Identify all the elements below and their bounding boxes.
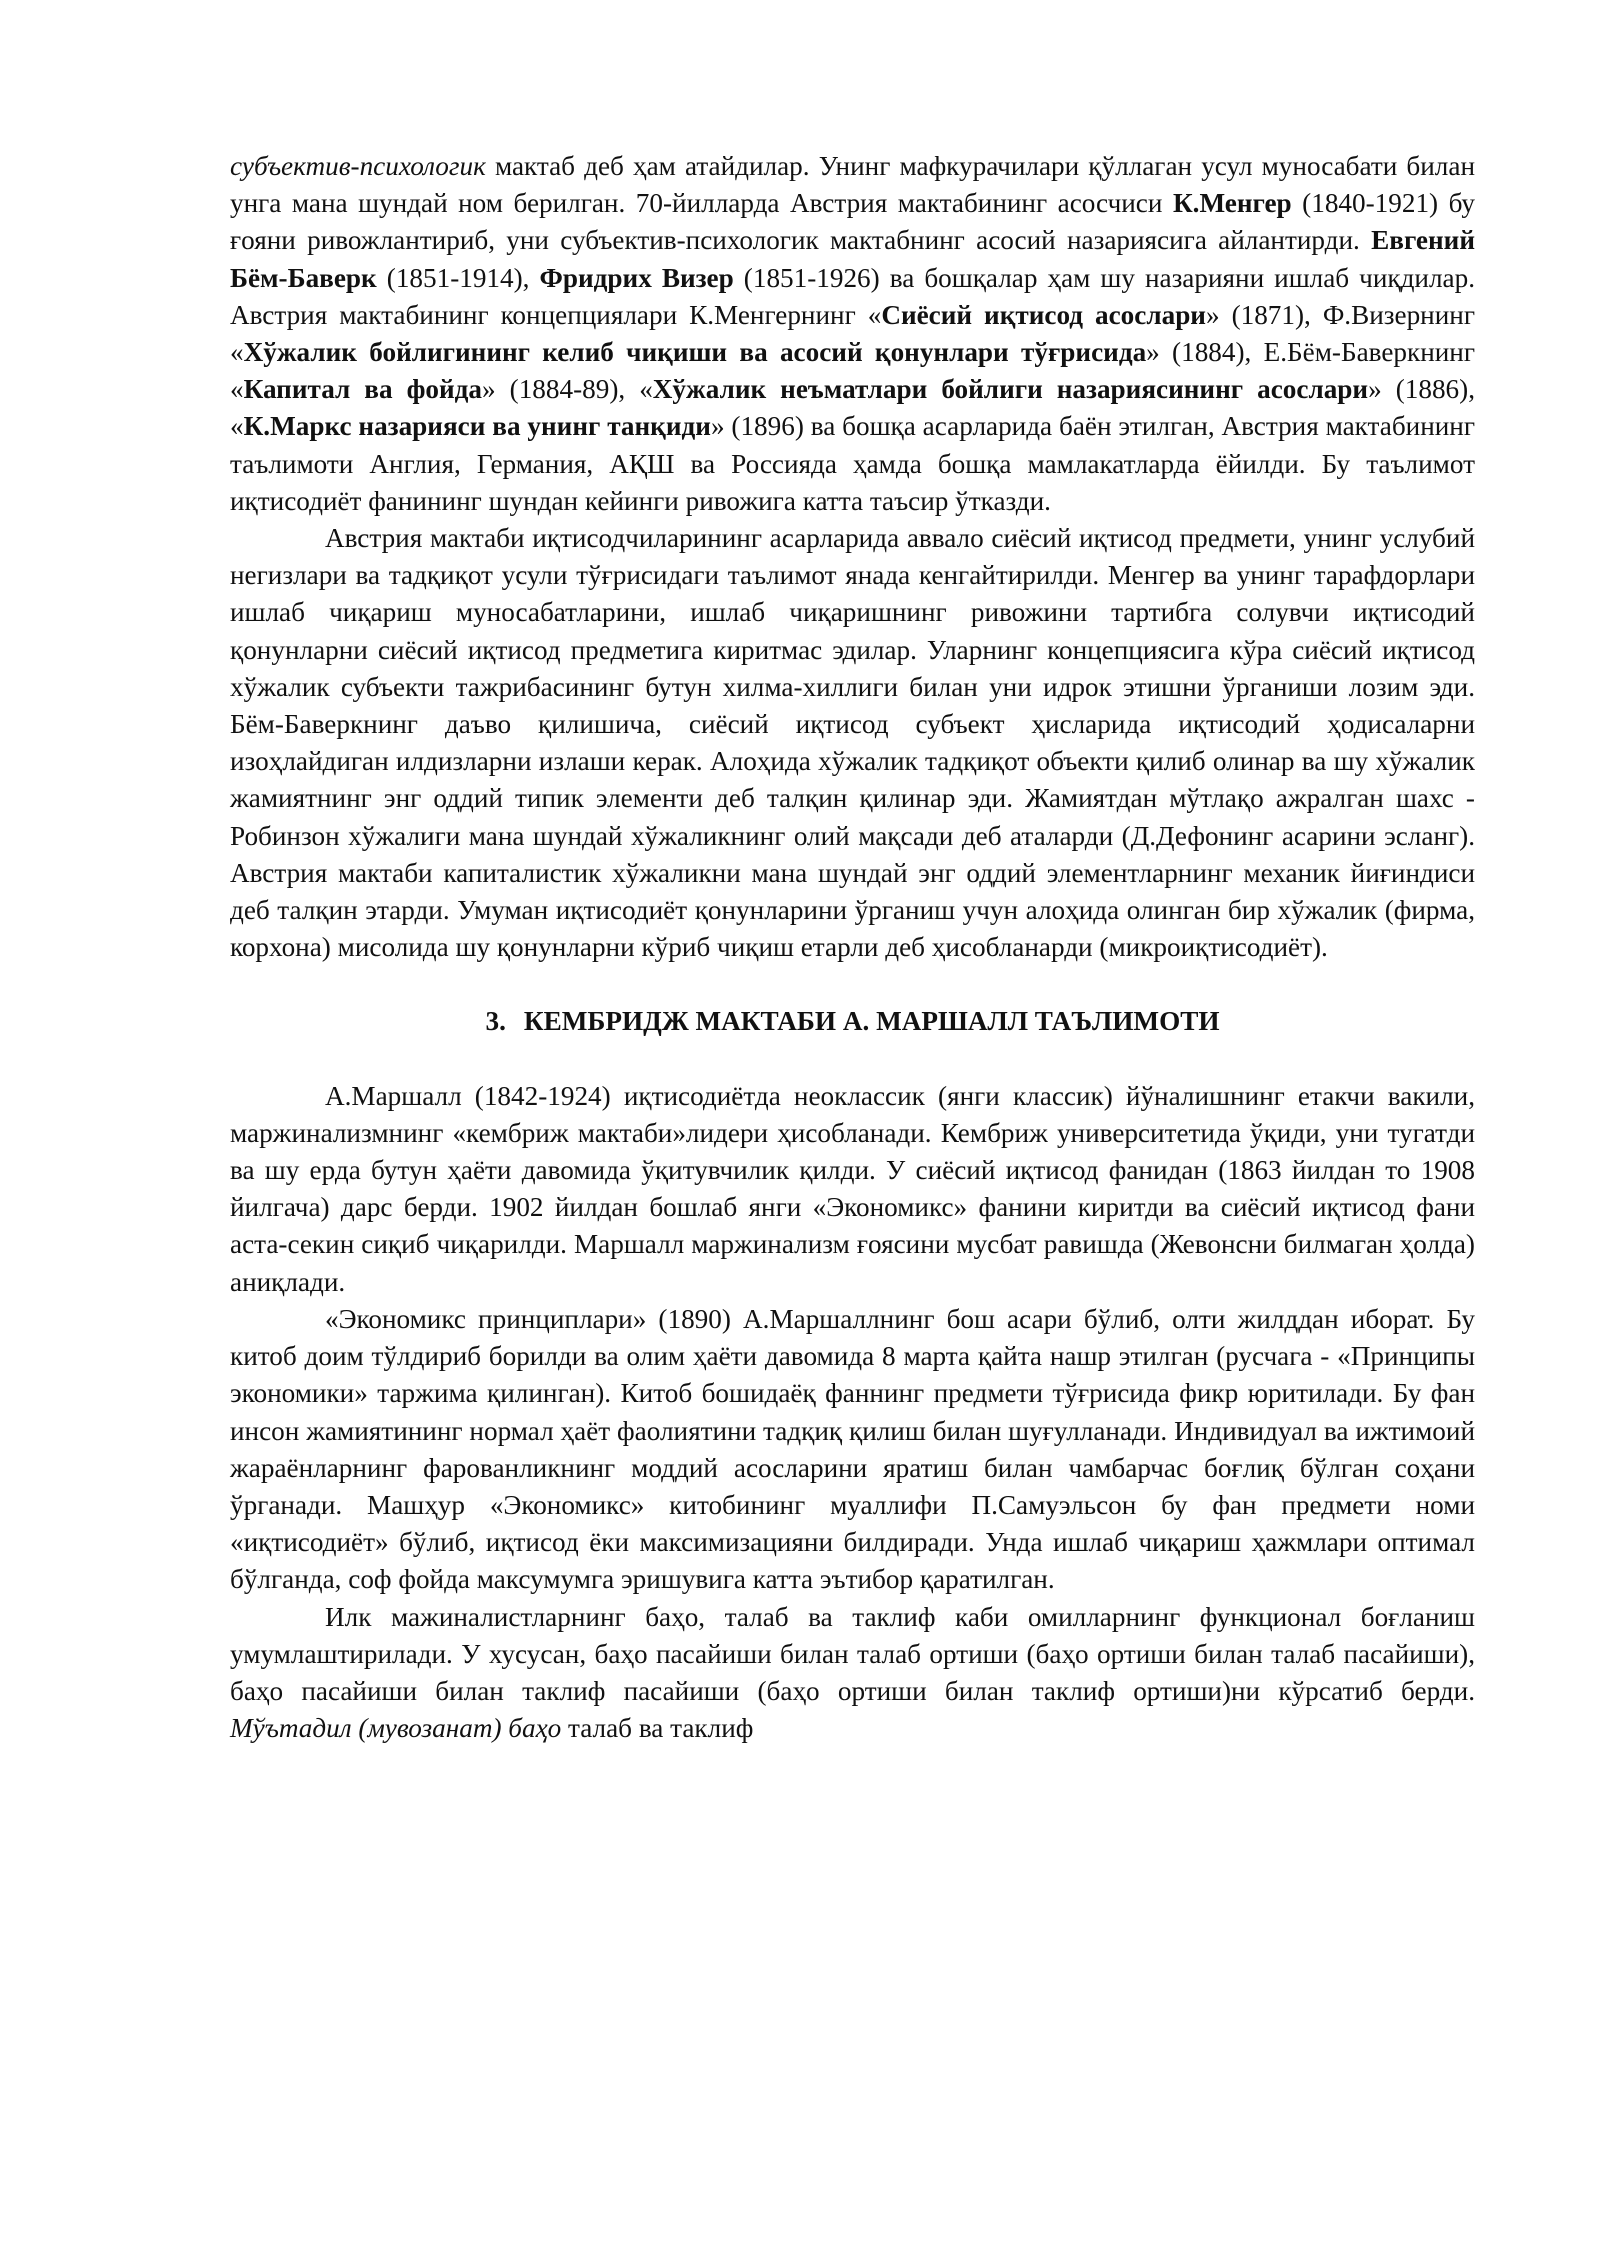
bold-book-title: Хўжалик бойлигининг келиб чиқиши ва асосий қонунлари тўғрисида xyxy=(243,337,1147,368)
text-run: Илк мажиналистларнинг баҳо, талаб ва таклиф каби омилларнинг функционал боғланиш умумлаштирилади. У хусусан, баҳо пасайиши билан талаб ортиши (баҳо ортиши билан талаб пасайиши), баҳо пасайиши билан таклиф пасайиши (баҳо ортиши билан таклиф ортиши)ни кўрсатиб берди. xyxy=(230,1601,1475,1706)
text-run: » (1896) ва бошқа асарларида баён этилган, Австрия мактабининг таълимоти Англия, Германия, АҚШ ва Россияда ҳамда бошқа мамлакатларда ёйилди. Бу таълимот иқтисодиёт фанининг шундан кейинги ривожига катта таъсир ўтказди. xyxy=(230,411,1475,516)
italic-term: субъектив-психологик xyxy=(230,151,486,181)
paragraph-austrian-school-intro xyxy=(230,148,1475,520)
bold-name-bohm-bawerk: Евгений Бём-Баверк xyxy=(230,225,1475,293)
text-run: » (1886), « xyxy=(230,374,1475,442)
section-number: 3. xyxy=(485,1006,506,1037)
text-run: мактаб деб ҳам атайдилар. Унинг мафкурачилари қўллаган усул муносабати билан унга мана шундай ном берилган. 70-йилларда Австрия мактабининг асосчиси xyxy=(230,151,1475,219)
text-run: талаб ва таклиф xyxy=(561,1713,754,1744)
section-title: КЕМБРИДЖ МАКТАБИ А. МАРШАЛЛ ТАЪЛИМОТИ xyxy=(523,1006,1220,1037)
text-run: » (1884-89), « xyxy=(482,374,653,405)
bold-name-menger: К.Менгер xyxy=(1172,188,1292,219)
paragraph-austrian-school-method: Австрия мактаби иқтисодчиларининг асарларида аввало сиёсий иқтисод предмети, унинг услубий негизлари ва тадқиқот усули тўғрисидаги таълимот янада кенгайтирилди. Менгер ва унинг тарафдорлари ишлаб чиқариш муносабатларини, ишлаб чиқаришнинг ривожини тартибга солувчи иқтисодий қонунларни сиёсий иқтисод предметига киритмас эдилар. Уларнинг концепциясига кўра сиёсий иқтисод хўжалик субъекти тажрибасининг бутун хилма-хиллиги билан уни идрок этишни ўрганиши лозим эди. Бём-Баверкнинг даъво қилишича, сиёсий иқтисод субъект ҳисларида иқтисодий ҳодисаларни изоҳлайдиган илдизларни излаши керак. Алоҳида хўжалик тадқиқот объекти қилиб олинар ва шу хўжалик жамиятнинг энг оддий типик элементи деб талқин қилинар эди. Жамиятдан мўтлақо ажралган шахс - Робинзон хўжалиги мана шундай хўжаликнинг олий мақсади деб аталарди (Д.Дефонинг асарини эсланг). Австрия мактаби капиталистик хўжаликни мана шундай энг оддий элементларнинг механик йиғиндиси деб талқин этарди. Умуман иқтисодиёт қонунларини ўрганиш учун алоҳида олинган бир хўжалик (фирма, корхона) мисолида шу қонунларни кўриб чиқиш етарли деб ҳисобланарди (микроиқтисодиёт). xyxy=(230,523,1475,963)
text-run: » (1884), Е.Бём-Баверкнинг « xyxy=(230,337,1475,405)
bold-name-wieser: Фридрих Визер xyxy=(539,262,734,293)
paragraph-price-supply-demand xyxy=(230,1599,1475,1748)
document-page xyxy=(230,148,1475,1747)
bold-book-title: Капитал ва фойда xyxy=(243,374,483,405)
bold-book-title: Хўжалик неъматлари бойлиги назариясининг асослари xyxy=(652,374,1369,405)
paragraph-marshall-intro: А.Маршалл (1842-1924) иқтисодиётда неоклассик (янги классик) йўналишнинг етакчи вакили, маржинализмнинг «кембриж мактаби»лидери ҳисобланади. Кембриж университетида ўқиди, уни тугатди ва шу ерда бутун ҳаёти давомида ўқитувчилик қилди. У сиёсий иқтисод фанидан (1863 йилдан то 1908 йилгача) дарс берди. 1902 йилдан бошлаб янги «Экономикс» фанини киритди ва сиёсий иқтисод фани аста-секин сиқиб чиқарилди. Маршалл маржинализм ғоясини мусбат равишда (Жевонсни билмаган ҳолда) аниқлади. xyxy=(230,1080,1475,1297)
section-heading xyxy=(230,1003,1475,1040)
bold-book-title: Сиёсий иқтисод асослари xyxy=(881,299,1206,330)
text-run: (1851-1926) ва бошқалар ҳам шу назарияни ишлаб чиқдилар. Австрия мактабининг концепциялари К.Менгернинг « xyxy=(230,262,1475,330)
text-run: (1840-1921) бу ғояни ривожлантириб, уни субъектив-психологик мактабнинг асосий назариясига айлантирди. xyxy=(230,188,1475,256)
paragraph-economics-principles: «Экономикс принциплари» (1890) А.Маршаллнинг бош асари бўлиб, олти жилддан иборат. Бу китоб доим тўлдириб борилди ва олим ҳаёти давомида 8 марта қайта нашр этилган (русчага - «Принципы экономики» таржима қилинган). Китоб бошидаёқ фаннинг предмети тўғрисида фикр юритилади. Бу фан инсон жамиятининг нормал ҳаёт фаолиятини тадқиқ қилиш билан шуғулланади. Индивидуал ва ижтимоий жараёнларнинг фарованликнинг моддий асосларини яратиш билан чамбарчас боғлиқ бўлган соҳани ўрганади. Машҳур «Экономикс» китобининг муаллифи П.Самуэльсон бу фан предмети номи «иқтисодиёт» бўлиб, иқтисод ёки максимизацияни билдиради. Унда ишлаб чиқариш ҳажмлари оптимал бўлганда, соф фойда максумумга эришувига катта эътибор қаратилган. xyxy=(230,1303,1475,1595)
bold-book-title: К.Маркс назарияси ва унинг танқиди xyxy=(243,411,711,442)
text-run: (1851-1914), xyxy=(376,262,540,293)
italic-term: Мўътадил (мувозанат) баҳо xyxy=(230,1713,562,1744)
text-run: » (1871), Ф.Визернинг « xyxy=(230,299,1475,368)
